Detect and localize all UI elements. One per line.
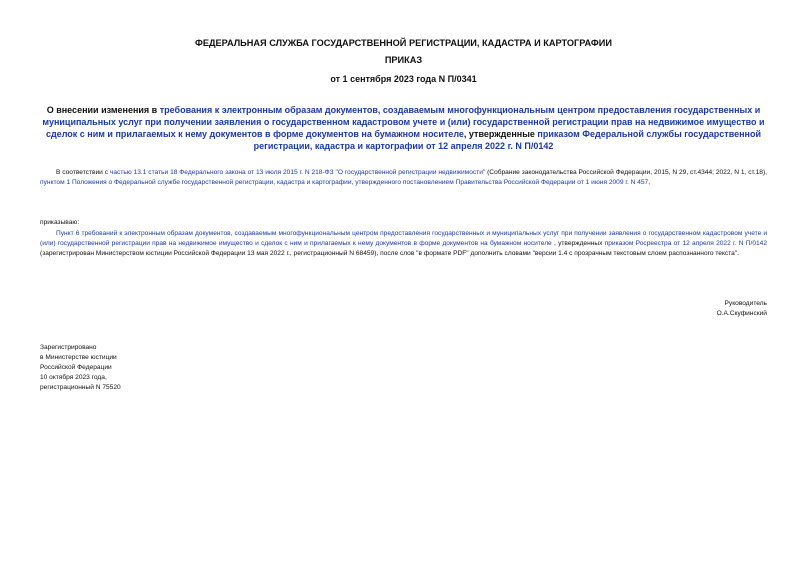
- basis-text-1: В соответствии с: [56, 169, 110, 176]
- title-prefix: О внесении изменения в: [46, 105, 160, 115]
- registration-line-4: 10 октября 2023 года,: [40, 374, 107, 381]
- basis-link-federal-law[interactable]: частью 13.1 статьи 18 Федерального закона от 13 июля 2015 г. N 218-ФЗ "О государственной регистрации недвижимости": [109, 169, 486, 176]
- registration-line-3: Российской Федерации: [40, 364, 112, 371]
- item-text-2: (зарегистрирован Министерством юстиции Российской Федерации 13 мая 2022 г., регистрационный N 68459), после слов "в формате PDF" дополнить словами "версии 1.4 с прозрачным текстовым слоем распознанного текста".: [40, 250, 740, 257]
- title-middle: , утвержденные: [463, 129, 538, 139]
- document-date-number: от 1 сентября 2023 года N П/0341: [330, 74, 477, 84]
- legal-basis-paragraph: [40, 168, 767, 188]
- registration-line-1: Зарегистрировано: [40, 344, 97, 351]
- signature-block: [717, 299, 767, 319]
- registration-block: [40, 343, 121, 393]
- registration-line-2: в Министерстве юстиции: [40, 354, 117, 361]
- orders-word: приказываю:: [40, 219, 80, 226]
- agency-name: ФЕДЕРАЛЬНАЯ СЛУЖБА ГОСУДАРСТВЕННОЙ РЕГИСТРАЦИИ, КАДАСТРА И КАРТОГРАФИИ: [195, 38, 612, 48]
- basis-text-3: ,: [648, 179, 651, 186]
- item-link-requirements[interactable]: Пункт 6 требований к электронным образам документов, создаваемым многофункциональным центром предоставления государственных и муниципальных услуг при получении заявления о государственном кадастровом учете и (или) государственной регистрации прав на недвижимое имущество и сделок с ним и прилагаемых к нему документов в форме документов на бумажном носителе: [40, 230, 767, 247]
- item-text-1: , утвержденных: [551, 240, 605, 247]
- document-type: ПРИКАЗ: [384, 55, 423, 65]
- document-title: [40, 104, 767, 152]
- item-link-order[interactable]: приказом Росреестра от 12 апреля 2022 г. N П/0142: [604, 240, 767, 247]
- title-link-requirements[interactable]: требования к электронным образам документов, создаваемым многофункциональным центром предоставления государственных и муниципальных услуг при получении заявления о государственном кадастровом учете и (или) государственной регистрации прав на недвижимое имущество и сделок с ним и прилагаемых к нему документов в форме документов на бумажном носителе: [42, 105, 765, 139]
- basis-text-2: (Собрание законодательства Российской Федерации, 2015, N 29, ст.4344; 2022, N 1, ст.18),: [485, 169, 768, 176]
- basis-link-regulation[interactable]: пунктом 1 Положения о Федеральной службе государственной регистрации, кадастра и картографии, утвержденного постановлением Правительства Российской Федерации от 1 июня 2009 г. N 457: [40, 179, 649, 186]
- signatory-position: Руководитель: [724, 300, 767, 307]
- order-item-paragraph: [40, 229, 767, 259]
- registration-line-5: регистрационный N 75520: [40, 384, 121, 391]
- title-link-order[interactable]: приказом Федеральной службы государственной регистрации, кадастра и картографии от 12 апреля 2022 г. N П/0142: [253, 129, 762, 151]
- signatory-name: О.А.Скуфинский: [716, 310, 767, 317]
